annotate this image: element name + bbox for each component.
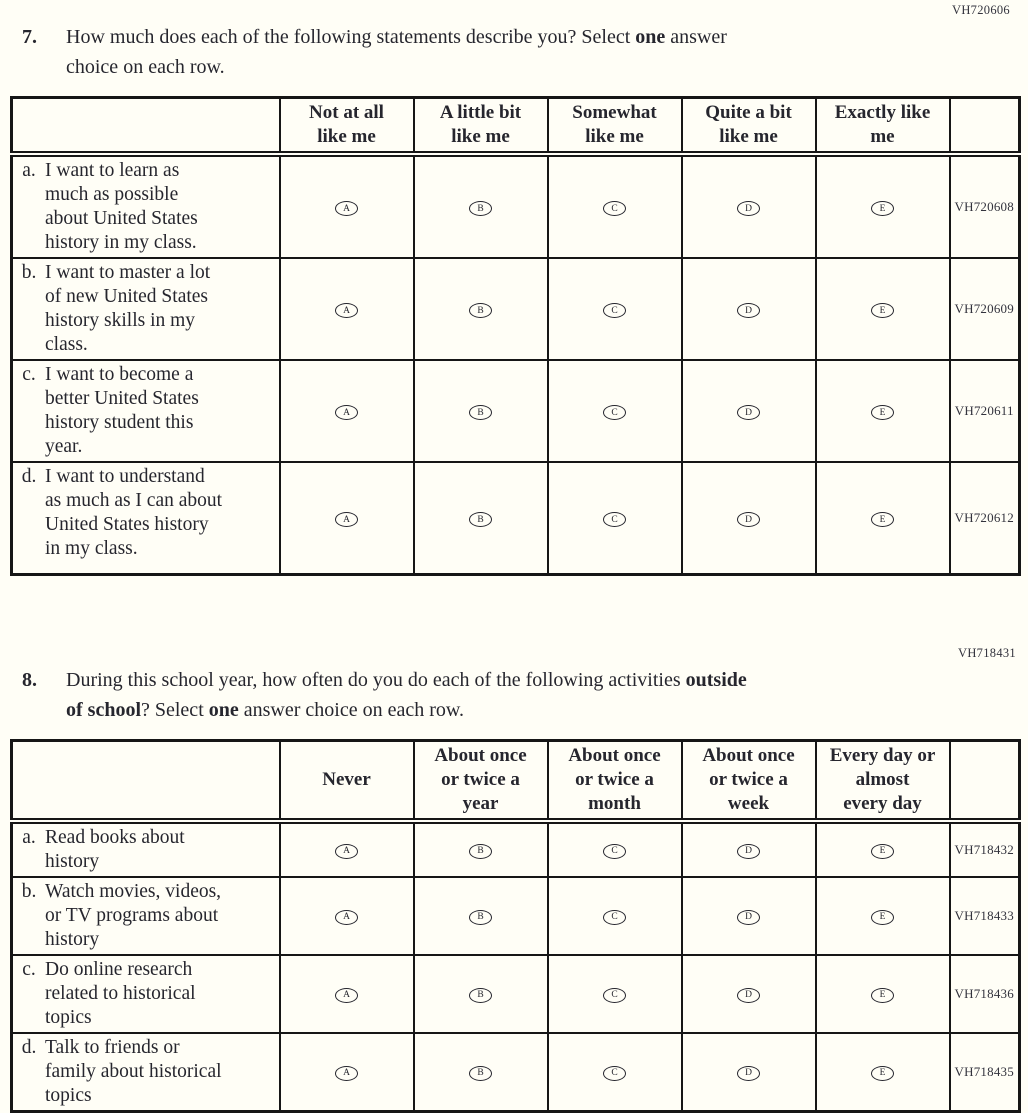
column-header-exactly-like: Exactly like me [816,98,950,155]
answer-bubble-c[interactable]: C [603,512,626,527]
answer-bubble-a[interactable]: A [335,512,358,527]
statement-text: I want to learn as much as possible about United States history in my class. [45,160,198,253]
answer-bubble-d[interactable]: D [737,512,760,527]
answer-cell-b [414,258,548,360]
answer-cell-c [548,955,682,1033]
statement-cell [12,360,280,462]
answer-bubble-d[interactable]: D [737,1066,760,1081]
answer-bubble-e[interactable]: E [871,1066,894,1081]
column-header-quite-a-bit: Quite a bit like me [682,98,816,155]
answer-cell-c [548,360,682,462]
answer-bubble-a[interactable]: A [335,405,358,420]
statement-text: I want to master a lot of new United States history skills in my class. [45,262,211,355]
item-code: VH720611 [950,360,1020,462]
answer-cell-e [816,154,950,258]
answer-cell-c [548,877,682,955]
column-header-once-twice-month: About once or twice a month [548,740,682,821]
answer-cell-a [280,955,414,1033]
row-letter: a. [22,160,36,181]
answer-bubble-a[interactable]: A [335,844,358,859]
code-header-blank [950,740,1020,821]
answer-bubble-e[interactable]: E [871,405,894,420]
question-8-text-bold-one: one [208,698,239,721]
answer-cell-b [414,154,548,258]
answer-bubble-c[interactable]: C [603,988,626,1003]
item-code: VH718435 [950,1033,1020,1112]
answer-bubble-b[interactable]: B [469,988,492,1003]
row-letter: a. [22,826,36,848]
question-7-text-pre: How much does each of the following statements describe you? Select [66,26,636,48]
answer-bubble-c[interactable]: C [603,1066,626,1081]
answer-bubble-b[interactable]: B [469,405,492,420]
answer-bubble-c[interactable]: C [603,303,626,318]
answer-cell-b [414,955,548,1033]
statement-text: I want to understand as much as I can about United States history in my class. [45,466,223,559]
question-7-table [10,96,1021,576]
statement-text: Talk to friends or family about historical topics [45,1036,222,1106]
answer-bubble-b[interactable]: B [469,512,492,527]
answer-cell-d [682,462,816,574]
row-letter: b. [21,880,37,902]
answer-bubble-e[interactable]: E [871,201,894,216]
answer-bubble-a[interactable]: A [335,201,358,216]
item-code: VH718436 [950,955,1020,1033]
statement-text: I want to become a better United States history student this year. [45,364,199,457]
column-header-never: Never [280,740,414,821]
statement-header-blank [12,98,280,155]
answer-bubble-d[interactable]: D [737,201,760,216]
item-code: VH718433 [950,877,1020,955]
table-row [12,154,1020,258]
answer-cell-b [414,877,548,955]
question-8-block [10,646,1018,1113]
answer-cell-c [548,1033,682,1112]
statement-cell [12,1033,280,1112]
answer-cell-c [548,821,682,877]
column-header-every-day: Every day or almost every day [816,740,950,821]
answer-bubble-b[interactable]: B [469,1066,492,1081]
answer-cell-a [280,821,414,877]
row-letter: c. [22,364,36,385]
answer-bubble-e[interactable]: E [871,910,894,925]
table-row [12,1033,1020,1112]
answer-bubble-d[interactable]: D [737,405,760,420]
answer-bubble-a[interactable]: A [335,303,358,318]
row-letter: c. [22,958,36,980]
answer-cell-d [682,360,816,462]
answer-bubble-b[interactable]: B [469,201,492,216]
item-code: VH720608 [950,154,1020,258]
statement-text: Read books about history [45,826,185,872]
question-7-header-row [12,98,1020,155]
answer-cell-a [280,877,414,955]
item-code: VH718432 [950,821,1020,877]
item-code: VH720609 [950,258,1020,360]
question-8-number: 8. [22,668,37,691]
statement-text: Watch movies, videos, or TV programs about history [45,880,222,950]
row-letter: d. [21,466,37,487]
answer-bubble-a[interactable]: A [335,988,358,1003]
item-code: VH720612 [950,462,1020,574]
question-8-text-pre: During this school year, how often do you do each of the following activities [66,668,686,691]
table-row [12,360,1020,462]
question-7-prompt [22,22,1018,82]
table-row [12,821,1020,877]
row-letter: b. [21,262,37,283]
answer-cell-d [682,821,816,877]
answer-bubble-d[interactable]: D [737,303,760,318]
question-7-text [66,22,727,82]
column-header-once-twice-week: About once or twice a week [682,740,816,821]
answer-cell-a [280,1033,414,1112]
answer-bubble-d[interactable]: D [737,844,760,859]
column-header-a-little-bit: A little bit like me [414,98,548,155]
questionnaire-page [10,3,1018,1113]
answer-cell-b [414,1033,548,1112]
table-row [12,462,1020,574]
answer-bubble-e[interactable]: E [871,512,894,527]
statement-cell [12,877,280,955]
answer-cell-d [682,955,816,1033]
answer-cell-c [548,154,682,258]
answer-bubble-b[interactable]: B [469,910,492,925]
answer-cell-d [682,1033,816,1112]
question-7-code: VH720606 [952,3,1010,17]
statement-cell [12,154,280,258]
statement-cell [12,821,280,877]
answer-bubble-d[interactable]: D [737,988,760,1003]
answer-bubble-c[interactable]: C [603,844,626,859]
question-8-header-row [12,740,1020,821]
answer-bubble-e[interactable]: E [871,303,894,318]
table-row [12,258,1020,360]
table-row [12,877,1020,955]
answer-cell-d [682,258,816,360]
answer-cell-a [280,360,414,462]
answer-cell-c [548,462,682,574]
answer-bubble-c[interactable]: C [603,910,626,925]
question-7-number: 7. [22,26,37,48]
answer-cell-e [816,877,950,955]
answer-bubble-b[interactable]: B [469,303,492,318]
answer-bubble-c[interactable]: C [603,405,626,420]
answer-cell-b [414,462,548,574]
answer-bubble-c[interactable]: C [603,201,626,216]
question-8-prompt [22,665,1018,725]
question-8-text [66,665,747,725]
question-8-text-mid: ? Select [141,698,209,721]
statement-cell [12,955,280,1033]
answer-cell-e [816,1033,950,1112]
answer-bubble-a[interactable]: A [335,910,358,925]
column-header-somewhat: Somewhat like me [548,98,682,155]
answer-cell-e [816,955,950,1033]
code-header-blank [950,98,1020,155]
answer-cell-b [414,821,548,877]
column-header-once-twice-year: About once or twice a year [414,740,548,821]
answer-bubble-b[interactable]: B [469,844,492,859]
question-8-code: VH718431 [958,645,1016,660]
question-8-text-bold-outside: outside of school [66,668,747,721]
statement-text: Do online research related to historical topics [45,958,196,1028]
answer-cell-e [816,258,950,360]
answer-bubble-e[interactable]: E [871,988,894,1003]
answer-cell-e [816,821,950,877]
question-8-table [10,739,1021,1113]
answer-cell-d [682,877,816,955]
table-row [12,955,1020,1033]
answer-bubble-d[interactable]: D [737,910,760,925]
question-7-text-post: answer choice on each row. [66,26,727,78]
statement-cell [12,258,280,360]
answer-cell-e [816,462,950,574]
answer-cell-b [414,360,548,462]
answer-bubble-a[interactable]: A [335,1066,358,1081]
row-letter: d. [21,1036,37,1058]
answer-bubble-e[interactable]: E [871,844,894,859]
statement-header-blank [12,740,280,821]
answer-cell-a [280,154,414,258]
answer-cell-a [280,258,414,360]
answer-cell-d [682,154,816,258]
question-7-text-bold: one [635,26,666,48]
answer-cell-e [816,360,950,462]
statement-cell [12,462,280,574]
question-7-block [10,3,1018,576]
question-8-text-post: answer choice on each row. [238,698,465,721]
column-header-not-at-all: Not at all like me [280,98,414,155]
answer-cell-c [548,258,682,360]
answer-cell-a [280,462,414,574]
